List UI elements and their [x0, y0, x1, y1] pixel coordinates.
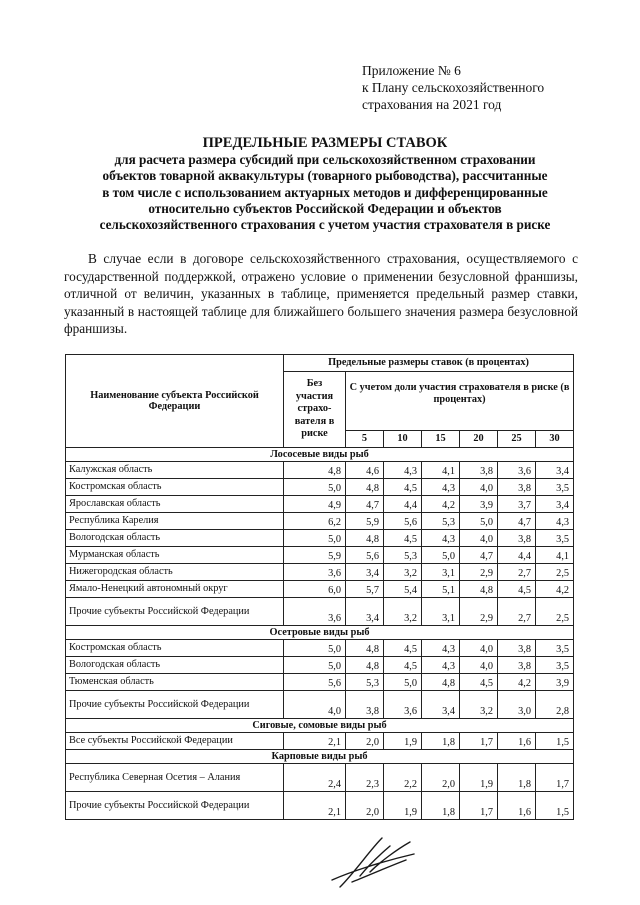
rate-value: 3,4: [346, 598, 384, 626]
header-with-participation: С учетом доли участия страхователя в риске (в процентах): [346, 372, 574, 431]
title-line: для расчета размера субсидий при сельскохозяйственном страховании: [114, 152, 536, 167]
subject-name: Республика Карелия: [66, 513, 284, 530]
rate-value: 4,8: [422, 674, 460, 691]
rate-value: 3,2: [384, 564, 422, 581]
rate-value: 3,4: [422, 691, 460, 719]
appendix-number: Приложение № 6: [362, 63, 461, 78]
subject-name: Мурманская область: [66, 547, 284, 564]
rate-value: 3,5: [536, 479, 574, 496]
table-row: [66, 530, 574, 547]
rate-value: 3,0: [498, 691, 536, 719]
table-header: [66, 355, 574, 448]
rate-without-participation: 3,6: [284, 598, 346, 626]
section-title: Лососевые виды рыб: [66, 448, 574, 462]
rate-value: 4,1: [536, 547, 574, 564]
subject-name: Прочие субъекты Российской Федерации: [66, 598, 284, 626]
rate-value: 4,3: [384, 462, 422, 479]
subject-name: Костромская область: [66, 640, 284, 657]
subject-name: Калужская область: [66, 462, 284, 479]
rate-value: 4,3: [536, 513, 574, 530]
rate-value: 1,7: [460, 792, 498, 820]
rate-value: 2,2: [384, 764, 422, 792]
appendix-reference: [362, 62, 544, 113]
header-share: 15: [422, 431, 460, 448]
table-row: [66, 564, 574, 581]
rate-value: 2,7: [498, 564, 536, 581]
subject-name: Нижегородская область: [66, 564, 284, 581]
table-row: [66, 547, 574, 564]
table-row: [66, 640, 574, 657]
rate-value: 3,8: [460, 462, 498, 479]
rate-value: 4,5: [384, 530, 422, 547]
rate-value: 4,2: [536, 581, 574, 598]
rate-value: 5,3: [422, 513, 460, 530]
subject-name: Прочие субъекты Российской Федерации: [66, 792, 284, 820]
table-row: [66, 462, 574, 479]
section-title: Осетровые виды рыб: [66, 626, 574, 640]
rate-value: 3,7: [498, 496, 536, 513]
appendix-year: страхования на 2021 год: [362, 97, 502, 112]
rate-value: 5,6: [346, 547, 384, 564]
rate-value: 4,5: [384, 640, 422, 657]
rate-value: 3,8: [498, 657, 536, 674]
rate-value: 4,5: [460, 674, 498, 691]
rate-value: 4,5: [498, 581, 536, 598]
rate-value: 4,4: [498, 547, 536, 564]
table-row: [66, 496, 574, 513]
rate-value: 4,7: [346, 496, 384, 513]
appendix-plan: к Плану сельскохозяйственного: [362, 80, 545, 95]
rate-value: 2,0: [346, 792, 384, 820]
subject-name: Тюменская область: [66, 674, 284, 691]
rate-without-participation: 5,0: [284, 479, 346, 496]
rate-value: 4,0: [460, 479, 498, 496]
intro-paragraph: В случае если в договоре сельскохозяйственного страхования, осуществляемого с государственной поддержкой, отражено условие о применении безусловной франшизы, отличной от величин, указанных в таблице, применяется предельный размер ставки, указанный в настоящей таблице для ближайшего большего значения размера безусловной франшизы.: [64, 251, 578, 337]
subject-name: Все субъекты Российской Федерации: [66, 733, 284, 750]
rate-value: 2,8: [536, 691, 574, 719]
rate-value: 3,1: [422, 598, 460, 626]
rate-value: 3,1: [422, 564, 460, 581]
header-share: 5: [346, 431, 384, 448]
rate-value: 1,8: [422, 733, 460, 750]
document-title: [40, 134, 610, 233]
rate-value: 1,7: [536, 764, 574, 792]
subject-name: Вологодская область: [66, 657, 284, 674]
rate-value: 3,8: [346, 691, 384, 719]
title-line: сельскохозяйственного страхования с учетом участия страхователя в риске: [99, 217, 551, 233]
rate-value: 4,6: [346, 462, 384, 479]
rate-value: 4,8: [346, 640, 384, 657]
section-row: [66, 719, 574, 733]
header-share: 10: [384, 431, 422, 448]
rate-value: 1,8: [422, 792, 460, 820]
rate-without-participation: 2,1: [284, 792, 346, 820]
rate-value: 4,7: [460, 547, 498, 564]
rate-value: 3,4: [346, 564, 384, 581]
header-share: 30: [536, 431, 574, 448]
header-without-participation: Без участия страхо-вателя в риске: [284, 372, 346, 448]
rate-value: 5,0: [422, 547, 460, 564]
table-row: [66, 691, 574, 719]
section-title: Сиговые, сомовые виды рыб: [66, 719, 574, 733]
rate-without-participation: 4,9: [284, 496, 346, 513]
table-row: [66, 479, 574, 496]
rate-value: 2,9: [460, 598, 498, 626]
rate-value: 2,3: [346, 764, 384, 792]
rate-value: 2,9: [460, 564, 498, 581]
title-main: ПРЕДЕЛЬНЫЕ РАЗМЕРЫ СТАВОК: [202, 135, 448, 151]
section-title: Карповые виды рыб: [66, 750, 574, 764]
rate-without-participation: 6,0: [284, 581, 346, 598]
header-share: 25: [498, 431, 536, 448]
table-row: [66, 598, 574, 626]
rate-value: 4,3: [422, 530, 460, 547]
rate-value: 1,9: [384, 792, 422, 820]
rate-value: 4,2: [422, 496, 460, 513]
rate-without-participation: 2,1: [284, 733, 346, 750]
rate-without-participation: 5,6: [284, 674, 346, 691]
section-row: [66, 448, 574, 462]
rate-without-participation: 6,2: [284, 513, 346, 530]
rate-without-participation: 5,9: [284, 547, 346, 564]
rate-value: 4,5: [384, 479, 422, 496]
rate-value: 3,9: [536, 674, 574, 691]
rate-value: 3,5: [536, 640, 574, 657]
title-line: в том числе с использованием актуарных методов и дифференцированные: [102, 184, 548, 200]
rate-value: 5,7: [346, 581, 384, 598]
rate-value: 3,8: [498, 530, 536, 547]
rate-value: 5,6: [384, 513, 422, 530]
rate-value: 4,4: [384, 496, 422, 513]
rate-value: 1,9: [384, 733, 422, 750]
rate-value: 5,9: [346, 513, 384, 530]
table-row: [66, 513, 574, 530]
rate-value: 3,8: [498, 479, 536, 496]
signature: [310, 832, 420, 892]
header-subject: Наименование субъекта Российской Федерации: [66, 355, 284, 448]
table-row: [66, 792, 574, 820]
rate-value: 1,5: [536, 792, 574, 820]
rate-value: 4,8: [460, 581, 498, 598]
table-row: [66, 733, 574, 750]
rate-value: 2,7: [498, 598, 536, 626]
header-share: 20: [460, 431, 498, 448]
rate-without-participation: 5,0: [284, 657, 346, 674]
rate-value: 3,6: [384, 691, 422, 719]
table-body: [66, 448, 574, 820]
rate-value: 4,1: [422, 462, 460, 479]
rate-value: 1,6: [498, 792, 536, 820]
rate-value: 4,3: [422, 657, 460, 674]
rate-value: 4,3: [422, 640, 460, 657]
title-line: объектов товарной аквакультуры (товарного рыбоводства), рассчитанные: [102, 168, 548, 184]
subject-name: Республика Северная Осетия – Алания: [66, 764, 284, 792]
rate-value: 2,5: [536, 598, 574, 626]
rate-value: 1,5: [536, 733, 574, 750]
rate-value: 3,5: [536, 530, 574, 547]
rate-value: 3,9: [460, 496, 498, 513]
rate-value: 3,6: [498, 462, 536, 479]
rate-without-participation: 4,8: [284, 462, 346, 479]
rate-value: 2,0: [422, 764, 460, 792]
rate-value: 5,4: [384, 581, 422, 598]
rate-value: 1,8: [498, 764, 536, 792]
section-row: [66, 626, 574, 640]
rate-without-participation: 2,4: [284, 764, 346, 792]
rate-value: 1,6: [498, 733, 536, 750]
table-row: [66, 581, 574, 598]
title-line: относительно субъектов Российской Федерации и объектов: [148, 200, 502, 216]
rate-value: 5,3: [384, 547, 422, 564]
rate-value: 5,1: [422, 581, 460, 598]
rate-value: 3,2: [460, 691, 498, 719]
rate-value: 3,4: [536, 462, 574, 479]
table-row: [66, 657, 574, 674]
header-group: Предельные размеры ставок (в процентах): [284, 355, 574, 372]
rate-value: 4,2: [498, 674, 536, 691]
subject-name: Ярославская область: [66, 496, 284, 513]
subject-name: Ямало-Ненецкий автономный округ: [66, 581, 284, 598]
rate-value: 4,8: [346, 479, 384, 496]
rate-value: 5,0: [384, 674, 422, 691]
section-row: [66, 750, 574, 764]
rate-value: 4,0: [460, 657, 498, 674]
table-row: [66, 764, 574, 792]
rate-without-participation: 5,0: [284, 530, 346, 547]
rate-value: 3,8: [498, 640, 536, 657]
rate-value: 1,7: [460, 733, 498, 750]
rate-value: 4,0: [460, 530, 498, 547]
rate-value: 3,2: [384, 598, 422, 626]
rate-value: 4,7: [498, 513, 536, 530]
rate-value: 4,0: [460, 640, 498, 657]
rate-value: 5,3: [346, 674, 384, 691]
rates-table: [65, 354, 574, 820]
rate-value: 2,5: [536, 564, 574, 581]
rate-value: 4,3: [422, 479, 460, 496]
rate-value: 1,9: [460, 764, 498, 792]
subject-name: Вологодская область: [66, 530, 284, 547]
table-row: [66, 674, 574, 691]
rate-value: 4,8: [346, 530, 384, 547]
rate-without-participation: 3,6: [284, 564, 346, 581]
rate-value: 4,5: [384, 657, 422, 674]
rate-value: 4,8: [346, 657, 384, 674]
rate-value: 3,5: [536, 657, 574, 674]
rate-value: 2,0: [346, 733, 384, 750]
rate-value: 5,0: [460, 513, 498, 530]
rate-without-participation: 4,0: [284, 691, 346, 719]
subject-name: Прочие субъекты Российской Федерации: [66, 691, 284, 719]
subject-name: Костромская область: [66, 479, 284, 496]
rate-without-participation: 5,0: [284, 640, 346, 657]
rate-value: 3,4: [536, 496, 574, 513]
